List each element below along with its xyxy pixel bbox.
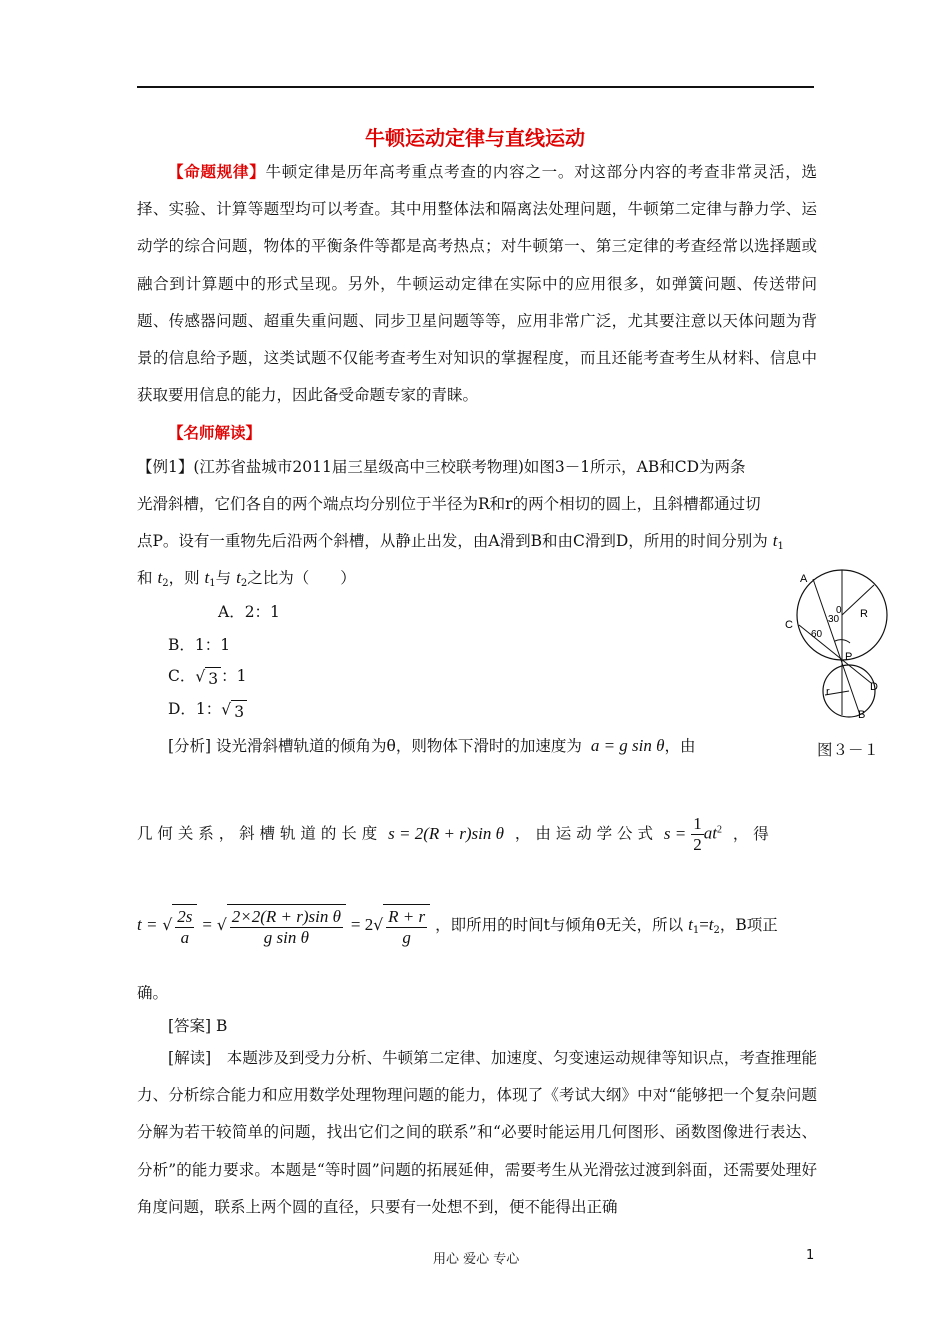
t2-sub: 2 (162, 578, 169, 589)
t1b-symbol: t (204, 568, 210, 587)
equals-1: = (202, 915, 212, 934)
analysis-line-1 (168, 734, 696, 756)
frac2-num: 2×2(R + r)sin θ (231, 907, 341, 926)
b-correct-text: ，B项正 (719, 916, 778, 934)
radical-2: √ $\frac{\text{2×2(R + r)sin θ}}{\text{g sin θ}}$ (217, 904, 346, 948)
analysis-line-3 (137, 904, 778, 948)
frac-big (230, 907, 343, 948)
example-line-1: 【例1】(江苏省盐城市2011届三星级高中三校联考物理)如图3－1所示，AB和CD为两条 (137, 458, 746, 476)
answer-line: [答案] B (168, 1017, 228, 1035)
sqrt3-radical-d: √ 3 (221, 700, 247, 721)
page-number: 1 (806, 1248, 815, 1263)
half-den: 2 (693, 835, 702, 854)
equals-3: = (699, 915, 709, 934)
frac1-num: 2s (177, 907, 193, 926)
teacher-label: 【名师解读】 (168, 424, 262, 442)
t2-final: t (708, 915, 714, 934)
t1-sub: 1 (777, 541, 784, 552)
option-c (168, 664, 247, 688)
label-60: 60 (811, 629, 823, 640)
kin-at: at (703, 823, 717, 843)
t1-symbol: t (772, 531, 778, 550)
ratio-question: 之比为（ ） (247, 569, 356, 587)
groove-ab (813, 579, 860, 715)
example-line-3 (137, 529, 784, 552)
radius-r (842, 585, 874, 615)
frac2-den: g sin θ (263, 928, 309, 947)
option-c-prefix: C． (168, 667, 196, 685)
reading-label: [解读] (168, 1049, 212, 1067)
analysis-line-2 (137, 814, 817, 855)
frac3-num: R + r (388, 907, 426, 926)
label-o: 0 (836, 605, 842, 616)
frac-2s-a (175, 907, 194, 948)
label-r-large: R (860, 608, 868, 620)
figure-caption: 图３－１ (817, 741, 880, 759)
analysis-text-1: 设光滑斜槽轨道的倾角为θ，则物体下滑时的加速度为 (216, 737, 582, 755)
analysis-line-4: 确。 (137, 984, 169, 1002)
then-word: ，则 (168, 569, 200, 587)
time-independent-text: ，即所用的时间t与倾角θ无关，所以 (435, 916, 684, 934)
t1-final-sub: 1 (692, 925, 700, 936)
option-d (168, 697, 247, 721)
header-rule (137, 86, 814, 88)
radical-3: √ $\frac{R + r}{g}$ (373, 904, 430, 948)
label-r-small: r (826, 686, 830, 698)
groove-cd (799, 625, 871, 683)
option-c-rad: 3 (205, 667, 221, 688)
analysis-label: [分析] (168, 737, 212, 755)
reading-paragraph (137, 1040, 817, 1226)
intro-paragraph (137, 154, 817, 414)
example-line-4 (137, 566, 356, 589)
t2-final-sub: 2 (713, 925, 720, 936)
analysis-line1-end: ，由 (664, 737, 696, 755)
option-d-prefix: D．1： (168, 700, 222, 718)
label-30: 30 (828, 614, 840, 625)
t-equals: t = (137, 915, 158, 934)
kin-square: 2 (716, 824, 722, 836)
label-a: A (800, 573, 808, 585)
circles-figure (780, 565, 895, 725)
kin-s: s = (663, 823, 687, 843)
reading-text: 本题涉及到受力分析、牛顿第二定律、加速度、匀变速运动规律等知识点，考查推理能力、分析综合能力和应用数学处理物理问题的能力，体现了《考试大纲》中对“能够把一个复杂问题分解为若干较简单的问题，找出它们之间的联系”和“必要时能运用几何图形、函数图像进行表达、分析”的能力要求。本题是“等时圆”问题的拓展延伸，需要考生从光滑弦过渡到斜面，还需要处理好角度问题，联系上两个圆的直径，只要有一处想不到，便不能得出正确 (137, 1049, 817, 1216)
radical-1: √ $\frac{2s}{a}$ (162, 904, 197, 948)
equals-2: = 2 (350, 915, 374, 934)
t2-symbol: t (157, 568, 163, 587)
option-a: A．2：1 (218, 603, 280, 621)
t2b-symbol: t (236, 568, 241, 587)
intro-label: 【命题规律】 (168, 163, 266, 181)
example-line-3-text: 点P。设有一重物先后沿两个斜槽，从静止出发，由A滑到B和由C滑到D，所用的时间分别为 (137, 532, 768, 550)
frac-r-g (386, 907, 427, 948)
label-c: C (785, 619, 793, 631)
sqrt3-radical: √ 3 (195, 667, 221, 688)
option-d-rad: 3 (231, 700, 247, 721)
example-line-2: 光滑斜槽，它们各自的两个端点均分别位于半径为R和r的两个相切的圆上，且斜槽都通过切 (137, 495, 761, 513)
derive-word: ， 得 (732, 824, 769, 843)
with-word: 与 (215, 569, 232, 587)
intro-text: 牛顿定律是历年高考重点考查的内容之一。对这部分内容的考查非常灵活，选择、实验、计算等题型均可以考查。其中用整体法和隔离法处理问题，牛顿第二定律与静力学、运动学的综合问题，物体的平衡条件等都是高考热点；对牛顿第一、第三定律的考查经常以选择题或融合到计算题中的形式呈现。另外，牛顿运动定律在实际中的应用很多，如弹簧问题、传送带问题、传感器问题、超重失重问题、同步卫星问题等等，应用非常广泛，尤其要注意以天体问题为背景的信息给予题，这类试题不仅能考查考生对知识的掌握程度，而且还能考查考生从材料、信息中获取要用信息的能力，因此备受命题专家的青睐。 (137, 163, 817, 405)
and-word: 和 (137, 569, 153, 587)
footer-text: 用心 爱心 专心 (433, 1252, 520, 1267)
geo-relation-text: 几 何 关 系 ， 斜 槽 轨 道 的 长 度 (137, 824, 378, 843)
option-b: B．1：1 (168, 636, 231, 654)
accel-formula: a = g sin θ (590, 736, 665, 755)
t1-final: t (688, 915, 693, 934)
t2b-sub: 2 (240, 578, 248, 589)
kinematics-text: ， 由 运 动 学 公 式 (514, 824, 653, 843)
length-formula: s = 2(R + r)sin θ (388, 823, 504, 843)
label-d: D (870, 681, 878, 693)
option-c-suffix: ：1 (221, 667, 247, 685)
label-p: P (845, 651, 853, 663)
t1b-sub: 1 (209, 578, 216, 589)
page-title: 牛顿运动定律与直线运动 (365, 126, 585, 150)
half-fraction (691, 814, 704, 855)
half-num: 1 (693, 814, 702, 833)
label-b: B (858, 709, 866, 721)
frac3-den: g (402, 928, 411, 947)
frac1-den: a (180, 928, 190, 947)
